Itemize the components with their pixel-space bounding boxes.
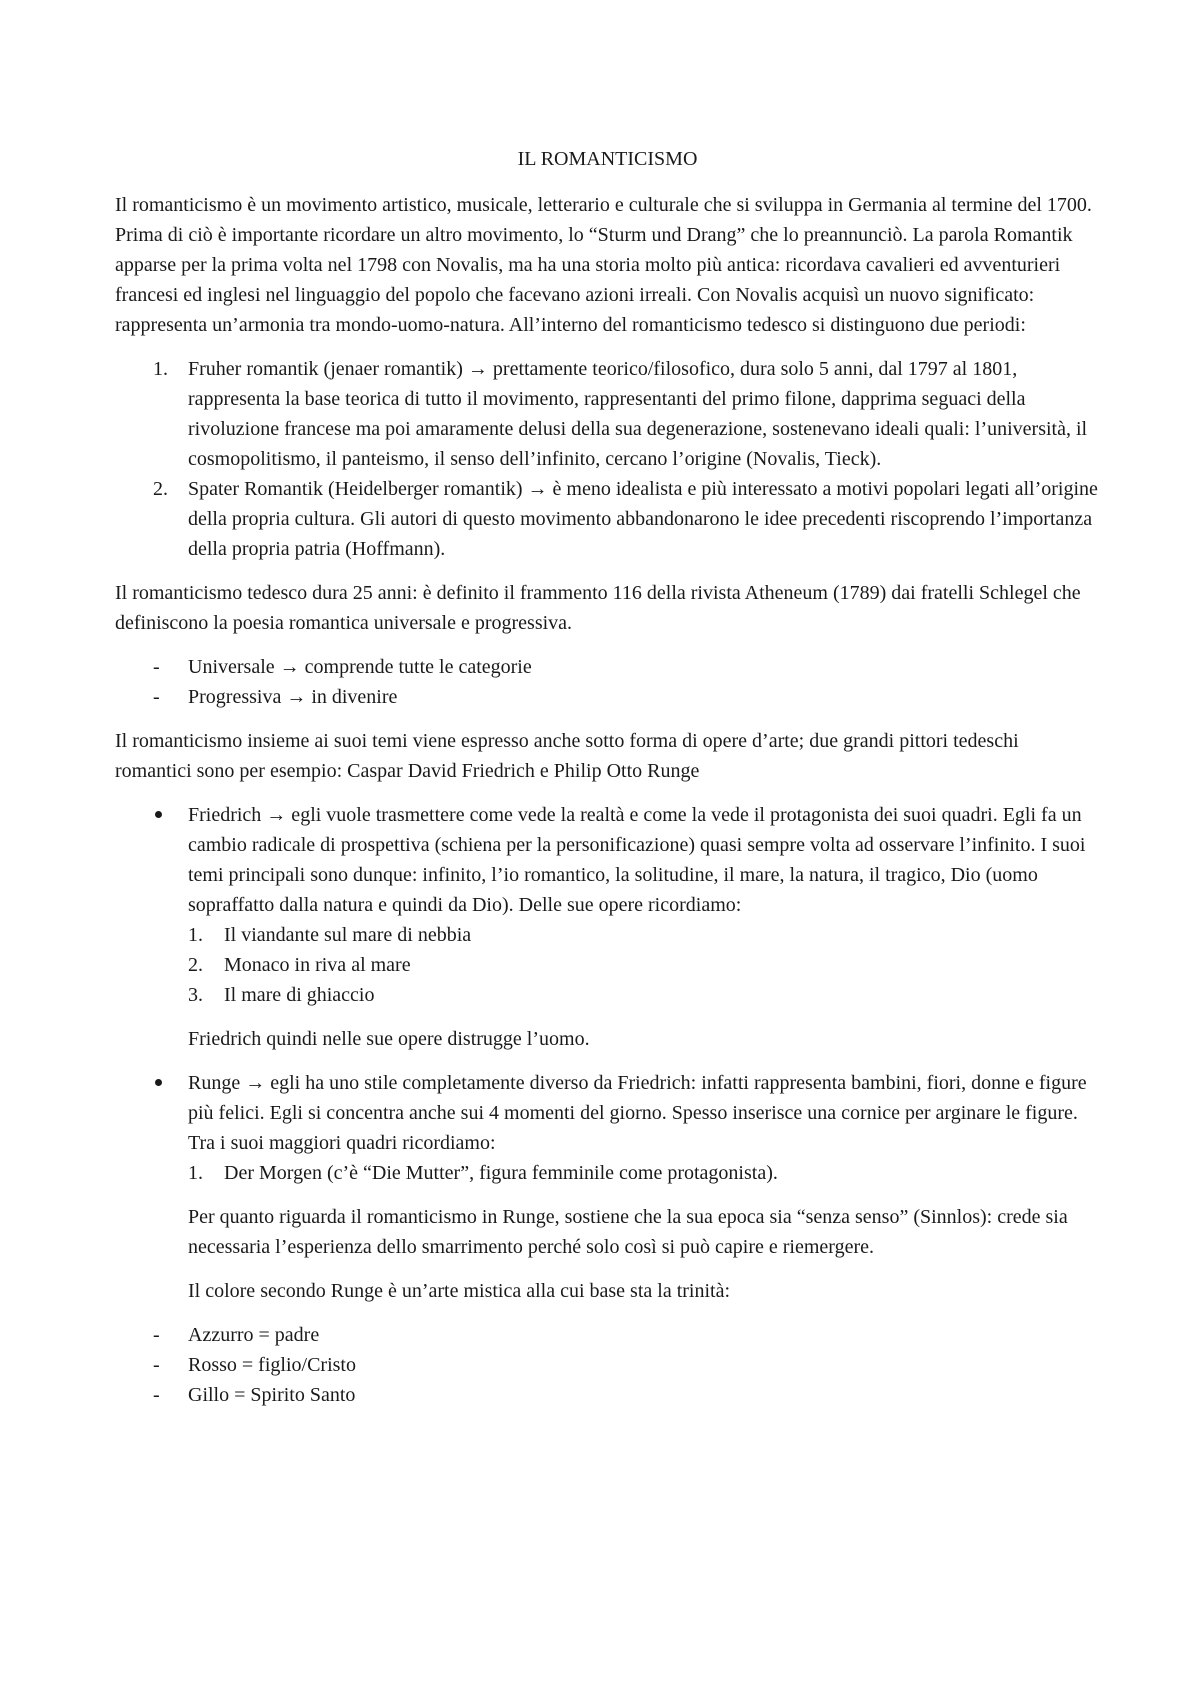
- intro-paragraph: Il romanticismo è un movimento artistico, musicale, letterario e culturale che si sviluppa in Germania al termine del 1700. Prima di ciò è importante ricordare un altro movimento, lo “Sturm und Drang” che lo preannunciò. La parola Romantik apparse per la prima volta nel 1798 con Novalis, ma ha una storia molto più antica: ricordava cavalieri ed avventurieri francesi ed inglesi nel linguaggio del popolo che facevano azioni irreali. Con Novalis acquisì un nuovo significato: rappresenta un’armonia tra mondo-uomo-natura. All’interno del romanticismo tedesco si distinguono due periodi:: [115, 194, 1092, 336]
- list-marker: -: [153, 1324, 160, 1346]
- runge-paragraph-a: Per quanto riguarda il romanticismo in Runge, sostiene che la sua epoca sia “senza senso” (Sinnlos): crede sia necessaria l’esperienza dello smarrimento perché solo così si può capire e riemergere.: [188, 1206, 1068, 1258]
- list-item-period-1: [115, 354, 1100, 474]
- list-item-runge: [115, 1068, 1100, 1306]
- list-marker: -: [153, 1384, 160, 1406]
- runge-description: Runge → egli ha uno stile completamente diverso da Friedrich: infatti rappresenta bambini, fiori, donne e figure più felici. Egli si concentra anche sui 4 momenti del giorno. Spesso inserisce una cornice per arginare le figure. Tra i suoi maggiori quadri ricordiamo:: [188, 1072, 1087, 1154]
- painters-list: [115, 800, 1100, 1306]
- list-marker: 2.: [153, 478, 168, 500]
- list-item-friedrich: [115, 800, 1100, 1054]
- list-item-azzurro: [115, 1320, 1100, 1350]
- list-marker: 2.: [188, 954, 203, 976]
- list-item-period-2: [115, 474, 1100, 564]
- list-item-work: [188, 950, 1100, 980]
- periods-list: [115, 354, 1100, 564]
- friedrich-closing: Friedrich quindi nelle sue opere distrugge l’uomo.: [188, 1028, 590, 1050]
- list-marker: -: [153, 656, 160, 678]
- friedrich-works-list: [188, 920, 1100, 1010]
- runge-works-list: [188, 1158, 1100, 1188]
- list-marker: 1.: [188, 924, 203, 946]
- friedrich-description: Friedrich → egli vuole trasmettere come vede la realtà e come la vede il protagonista dei suoi quadri. Egli fa un cambio radicale di prospettiva (schiena per la personificazione) quasi sempre volta ad osservare l’infinito. I suoi temi principali sono dunque: infinito, l’io romantico, la solitudine, il mare, la natura, il tragico, Dio (uomo sopraffatto dalla natura e quindi da Dio). Delle sue opere ricordiamo:: [188, 804, 1086, 916]
- list-marker: -: [153, 686, 160, 708]
- list-marker: 3.: [188, 984, 203, 1006]
- list-item-work: [188, 980, 1100, 1010]
- list-marker: -: [153, 1354, 160, 1376]
- list-item-text: Il viandante sul mare di nebbia: [224, 924, 472, 946]
- document-body: [115, 144, 1100, 1424]
- list-marker: 1.: [153, 358, 168, 380]
- list-item-text: Il mare di ghiaccio: [224, 984, 375, 1006]
- document-title: IL ROMANTICISMO: [517, 148, 698, 170]
- bullet-icon: [155, 811, 162, 818]
- poetry-types-list: [115, 652, 1100, 712]
- list-item-text: Der Morgen (c’è “Die Mutter”, figura femminile come protagonista).: [224, 1162, 778, 1184]
- atheneum-paragraph: Il romanticismo tedesco dura 25 anni: è definito il frammento 116 della rivista Atheneum (1789) dai fratelli Schlegel che definiscono la poesia romantica universale e progressiva.: [115, 582, 1081, 634]
- list-item-work: [188, 920, 1100, 950]
- list-item-text: Monaco in riva al mare: [224, 954, 411, 976]
- list-item-text: Azzurro = padre: [188, 1324, 320, 1346]
- list-item-universale: [115, 652, 1100, 682]
- list-item-text: Progressiva → in divenire: [188, 686, 398, 708]
- list-item-text: Universale → comprende tutte le categorie: [188, 656, 532, 678]
- list-item-text: Rosso = figlio/Cristo: [188, 1354, 356, 1376]
- colors-list: [115, 1320, 1100, 1410]
- runge-paragraph-b: Il colore secondo Runge è un’arte mistica alla cui base sta la trinità:: [188, 1280, 731, 1302]
- list-item-text: Spater Romantik (Heidelberger romantik) → è meno idealista e più interessato a motivi popolari legati all’origine della propria cultura. Gli autori di questo movimento abbandonarono le idee precedenti riscoprendo l’importanza della propria patria (Hoffmann).: [188, 478, 1098, 560]
- painters-paragraph: Il romanticismo insieme ai suoi temi viene espresso anche sotto forma di opere d’arte; due grandi pittori tedeschi romantici sono per esempio: Caspar David Friedrich e Philip Otto Runge: [115, 730, 1019, 782]
- list-marker: 1.: [188, 1162, 203, 1184]
- list-item-rosso: [115, 1350, 1100, 1380]
- list-item-gillo: [115, 1380, 1100, 1410]
- list-item-work: [188, 1158, 1100, 1188]
- list-item-progressiva: [115, 682, 1100, 712]
- bullet-icon: [155, 1079, 162, 1086]
- list-item-text: Gillo = Spirito Santo: [188, 1384, 356, 1406]
- list-item-text: Fruher romantik (jenaer romantik) → prettamente teorico/filosofico, dura solo 5 anni, dal 1797 al 1801, rappresenta la base teorica di tutto il movimento, rappresentanti del primo filone, dapprima seguaci della rivoluzione francese ma poi amaramente delusi della sua degenerazione, sostenevano ideali quali: l’università, il cosmopolitismo, il panteismo, il senso dell’infinito, cercano l’origine (Novalis, Tieck).: [188, 358, 1088, 470]
